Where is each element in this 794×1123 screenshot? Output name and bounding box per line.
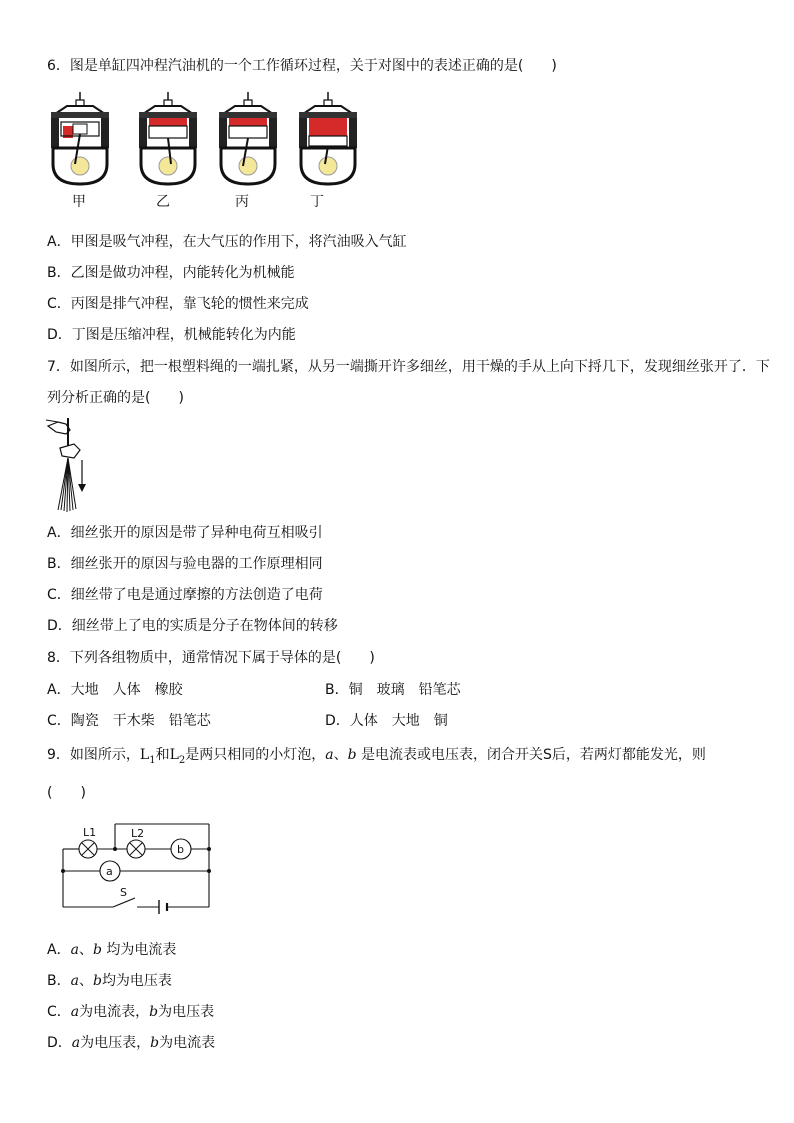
q9-option-c: C．a为电流表，b为电压表 bbox=[47, 1004, 215, 1020]
svg-text:b: b bbox=[177, 843, 184, 856]
rope-hand-figure bbox=[44, 414, 104, 514]
engine-jia bbox=[51, 92, 109, 184]
q9-option-a: A．a、b 均为电流表 bbox=[47, 942, 177, 958]
svg-text:L1: L1 bbox=[83, 826, 97, 839]
q8-option-c: C．陶瓷 干木柴 铅笔芯 bbox=[47, 713, 211, 729]
meter-a bbox=[100, 861, 120, 881]
lamp-l2-symbol: $L_2$ bbox=[169, 747, 186, 766]
q7-stem-line1: 7．如图所示，把一根塑料绳的一端扎紧，从另一端撕开许多细丝，用干燥的手从上向下捋几下，发现细丝张开了．下 bbox=[47, 359, 770, 375]
svg-text:L2: L2 bbox=[131, 827, 145, 840]
circuit-diagram bbox=[55, 816, 235, 916]
meter-b bbox=[171, 839, 191, 859]
engine-bing bbox=[219, 92, 277, 184]
q9-stem-line1: 9．如图所示，$L_1$和$L_2$是两只相同的小灯泡，a、b 是电流表或电压表，闭合开关S后，若两灯都能发光，则 bbox=[47, 747, 706, 766]
label-yi: 乙 bbox=[156, 194, 170, 210]
q7-option-d: D．细丝带上了电的实质是分子在物体间的转移 bbox=[47, 618, 338, 634]
switch-label: S bbox=[120, 886, 127, 899]
engine-yi bbox=[139, 92, 197, 184]
q6-option-a: A．甲图是吸气冲程，在大气压的作用下，将汽油吸入气缸 bbox=[47, 234, 407, 250]
battery bbox=[159, 900, 167, 914]
q8-option-d: D．人体 大地 铜 bbox=[325, 713, 448, 729]
q7-option-b: B．细丝张开的原因与验电器的工作原理相同 bbox=[47, 556, 323, 572]
lamp-l2 bbox=[127, 827, 145, 858]
q8-option-a: A．大地 人体 橡胶 bbox=[47, 682, 183, 698]
q9-option-d: D．a为电压表，b为电流表 bbox=[47, 1035, 216, 1051]
label-bing: 丙 bbox=[235, 194, 249, 210]
q7-option-c: C．细丝带了电是通过摩擦的方法创造了电荷 bbox=[47, 587, 323, 603]
q8-option-b: B．铜 玻璃 铅笔芯 bbox=[325, 682, 461, 698]
q6-stem: 6．图是单缸四冲程汽油机的一个工作循环过程，关于对图中的表述正确的是( ) bbox=[47, 58, 557, 74]
label-jia: 甲 bbox=[72, 194, 86, 210]
q7-option-a: A．细丝张开的原因是带了异种电荷互相吸引 bbox=[47, 525, 323, 541]
engine-ding bbox=[299, 92, 357, 184]
q7-stem-line2: 列分析正确的是( ) bbox=[47, 390, 184, 406]
q6-option-c: C．丙图是排气冲程，靠飞轮的惯性来完成 bbox=[47, 296, 309, 312]
lamp-l1-symbol: $L_1$ bbox=[139, 747, 156, 766]
q6-option-d: D．丁图是压缩冲程，机械能转化为内能 bbox=[47, 327, 296, 343]
svg-text:a: a bbox=[106, 865, 113, 878]
engine-figures bbox=[0, 86, 794, 216]
lamp-l1 bbox=[79, 826, 97, 858]
label-ding: 丁 bbox=[310, 194, 324, 210]
q9-stem-line2: ( ) bbox=[47, 785, 86, 801]
q8-stem: 8．下列各组物质中，通常情况下属于导体的是( ) bbox=[47, 650, 375, 666]
q9-option-b: B．a、b均为电压表 bbox=[47, 973, 172, 989]
q6-option-b: B．乙图是做功冲程，内能转化为机械能 bbox=[47, 265, 295, 281]
